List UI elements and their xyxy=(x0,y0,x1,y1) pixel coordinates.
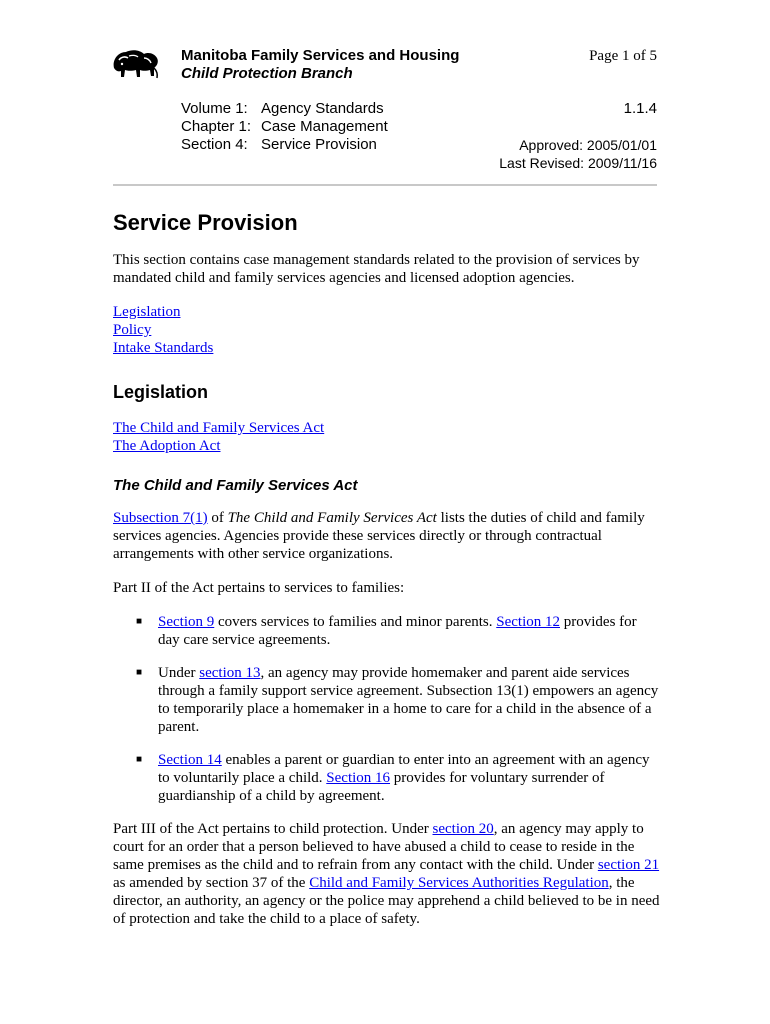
bullet-icon: ■ xyxy=(136,754,143,765)
department-name: Manitoba Family Services and Housing xyxy=(181,47,460,64)
act-links xyxy=(113,419,660,455)
bullet-3-text-b: provides for voluntary surrender of guardianship of a child by agreement. xyxy=(158,770,605,804)
part-iii-text-1: Part III of the Act pertains to child protection. Under xyxy=(113,821,433,837)
part-iii-paragraph xyxy=(113,820,660,928)
volume-row xyxy=(181,100,388,118)
section-21-link[interactable]: section 21 xyxy=(597,857,660,873)
manitoba-bison-logo-icon xyxy=(110,46,160,84)
bullet-icon: ■ xyxy=(136,667,143,678)
document-classification xyxy=(181,100,388,154)
last-revised-date: Last Revised: 2009/11/16 xyxy=(499,155,657,171)
section-12-link[interactable]: Section 12 xyxy=(496,614,560,630)
list-item xyxy=(113,751,660,805)
section-row xyxy=(181,136,388,154)
bullet-1-text-a: covers services to families and minor parents. xyxy=(214,614,497,630)
duties-text-2: lists the duties of child and family services agencies. Agencies provide these services directly or through contractual arrangements with other service organizations. xyxy=(113,510,645,562)
act-name-italic: The Child and Family Services Act xyxy=(227,510,437,526)
bullet-1-text-b: provides for day care service agreements. xyxy=(158,614,637,648)
section-20-link[interactable]: section 20 xyxy=(432,821,494,837)
part-ii-intro: Part II of the Act pertains to services to families: xyxy=(113,580,405,596)
intro-paragraph: This section contains case management standards related to the provision of services by mandated child and family services agencies and licensed adoption agencies. xyxy=(113,252,640,286)
page-title: Service Provision xyxy=(113,210,298,235)
subsection-7-1-link[interactable]: Subsection 7(1) xyxy=(113,510,208,526)
chapter-label: Chapter 1: xyxy=(181,118,252,135)
volume-label: Volume 1: xyxy=(181,100,248,117)
chapter-row xyxy=(181,118,388,136)
legislation-heading: Legislation xyxy=(113,382,209,402)
branch-name: Child Protection Branch xyxy=(181,65,353,82)
part-ii-list xyxy=(113,613,660,805)
chapter-value: Case Management xyxy=(261,118,388,135)
act-link-child-family-services[interactable]: The Child and Family Services Act xyxy=(113,420,325,436)
authorities-regulation-link[interactable]: Child and Family Services Authorities Regulation xyxy=(309,875,609,891)
section-14-link[interactable]: Section 14 xyxy=(158,752,222,768)
part-iii-text-4: , the director, an authority, an agency or the police may apprehend a child believed to be in need of protection and take the child to a place of safety. xyxy=(113,875,660,927)
approved-date: Approved: 2005/01/01 xyxy=(519,137,657,153)
list-item xyxy=(113,664,660,736)
duties-text-1: of xyxy=(207,510,228,526)
toc-link-policy[interactable]: Policy xyxy=(113,322,152,338)
part-iii-text-2: , an agency may apply to court for an order that a person believed to have abused a child to cease to reside in the same premises as the child and to refrain from any contact with the child. Under xyxy=(113,821,644,873)
bullet-2-text-a: , an agency may provide homemaker and parent aide services through a family support service agreement. Subsection 13(1) empowers an agency to temporarily place a homemaker in a home to care for a child in the absence of a parent. xyxy=(158,665,659,735)
list-item xyxy=(113,613,660,649)
section-value: Service Provision xyxy=(261,136,377,153)
volume-value: Agency Standards xyxy=(261,100,384,117)
duties-paragraph xyxy=(113,509,660,563)
toc-links xyxy=(113,303,660,357)
bullet-2-text-pre: Under xyxy=(158,665,200,681)
part-iii-text-3: as amended by section 37 of the xyxy=(113,875,310,891)
section-9-link[interactable]: Section 9 xyxy=(158,614,215,630)
main-content xyxy=(113,206,660,928)
section-label: Section 4: xyxy=(181,136,248,153)
page-number: Page 1 of 5 xyxy=(589,48,657,64)
toc-link-intake-standards[interactable]: Intake Standards xyxy=(113,340,214,356)
section-13-link[interactable]: section 13 xyxy=(199,665,261,681)
header-divider xyxy=(113,184,657,186)
bullet-3-text-a: enables a parent or guardian to enter into an agreement with an agency to voluntarily place a child. xyxy=(158,752,650,786)
section-16-link[interactable]: Section 16 xyxy=(326,770,391,786)
cfs-act-heading: The Child and Family Services Act xyxy=(113,477,358,494)
bullet-icon: ■ xyxy=(136,616,143,627)
section-number: 1.1.4 xyxy=(623,100,657,117)
toc-link-legislation[interactable]: Legislation xyxy=(113,304,181,320)
act-link-adoption[interactable]: The Adoption Act xyxy=(113,438,221,454)
